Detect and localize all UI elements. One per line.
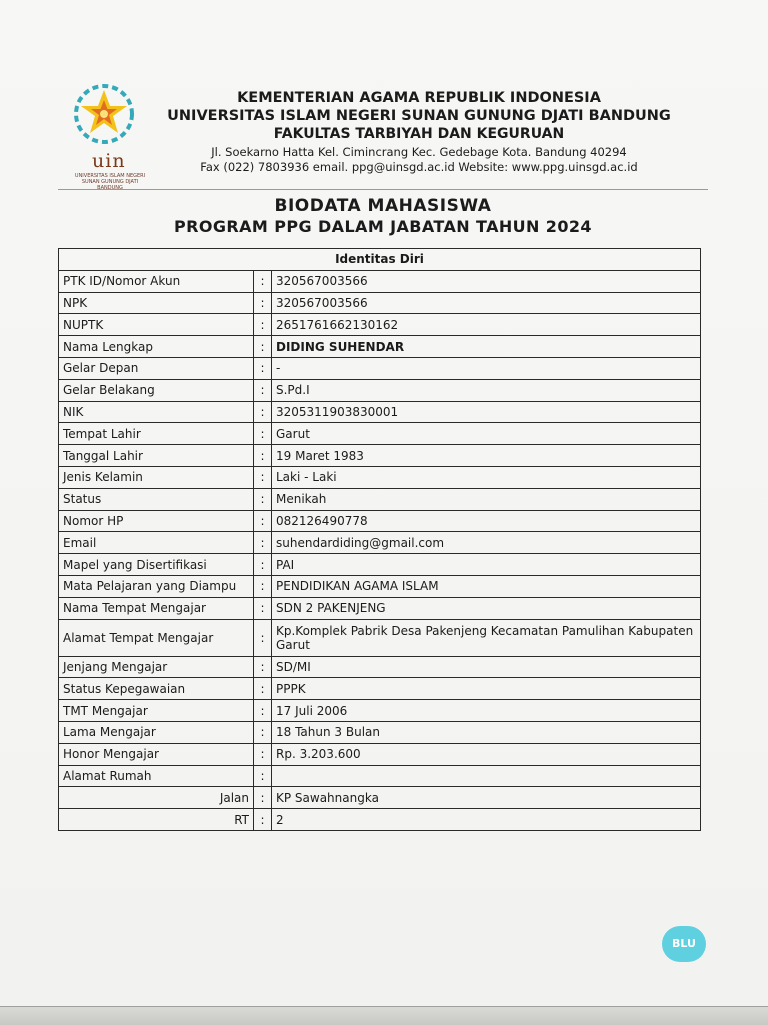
table-row xyxy=(59,466,701,488)
field-value: Garut xyxy=(272,423,701,445)
field-separator: : xyxy=(254,721,272,743)
table-row xyxy=(59,510,701,532)
field-separator: : xyxy=(254,532,272,554)
field-separator: : xyxy=(254,314,272,336)
address-line: Jl. Soekarno Hatta Kel. Cimincrang Kec. Gedebage Kota. Bandung 40294 xyxy=(211,145,627,159)
table-row xyxy=(59,700,701,722)
field-label: Tanggal Lahir xyxy=(59,445,254,467)
table-row xyxy=(59,743,701,765)
field-separator: : xyxy=(254,488,272,510)
field-separator: : xyxy=(254,336,272,358)
table-row xyxy=(59,336,701,358)
table-row xyxy=(59,809,701,831)
field-separator: : xyxy=(254,678,272,700)
field-label: RT xyxy=(59,809,254,831)
field-separator: : xyxy=(254,270,272,292)
field-value: 17 Juli 2006 xyxy=(272,700,701,722)
table-row xyxy=(59,597,701,619)
blu-badge: BLU xyxy=(662,926,706,962)
field-value: 3205311903830001 xyxy=(272,401,701,423)
title-line-1: BIODATA MAHASISWA xyxy=(274,196,492,216)
field-label: Alamat Rumah xyxy=(59,765,254,787)
field-label: Jalan xyxy=(59,787,254,809)
field-value: 18 Tahun 3 Bulan xyxy=(272,721,701,743)
field-label: Status Kepegawaian xyxy=(59,678,254,700)
table-row xyxy=(59,721,701,743)
field-value: Rp. 3.203.600 xyxy=(272,743,701,765)
biodata-table xyxy=(58,248,701,831)
field-value: Menikah xyxy=(272,488,701,510)
field-label: NUPTK xyxy=(59,314,254,336)
university-logo xyxy=(64,80,146,191)
field-separator: : xyxy=(254,445,272,467)
field-separator: : xyxy=(254,466,272,488)
field-label: Jenis Kelamin xyxy=(59,466,254,488)
field-value: 320567003566 xyxy=(272,270,701,292)
table-row xyxy=(59,314,701,336)
field-separator: : xyxy=(254,357,272,379)
field-label: Nama Tempat Mengajar xyxy=(59,597,254,619)
table-row xyxy=(59,678,701,700)
field-value: 2 xyxy=(272,809,701,831)
logo-wordmark: uin xyxy=(92,150,126,172)
field-label: Alamat Tempat Mengajar xyxy=(59,619,254,656)
table-row xyxy=(59,292,701,314)
field-label: Gelar Belakang xyxy=(59,379,254,401)
table-row xyxy=(59,270,701,292)
field-value: suhendardiding@gmail.com xyxy=(272,532,701,554)
field-label: Email xyxy=(59,532,254,554)
field-separator: : xyxy=(254,575,272,597)
table-row xyxy=(59,423,701,445)
field-value: SDN 2 PAKENJENG xyxy=(272,597,701,619)
field-label: Jenjang Mengajar xyxy=(59,656,254,678)
field-value xyxy=(272,765,701,787)
table-row xyxy=(59,488,701,510)
field-label: NIK xyxy=(59,401,254,423)
field-separator: : xyxy=(254,619,272,656)
table-row xyxy=(59,619,701,656)
ministry-name: KEMENTERIAN AGAMA REPUBLIK INDONESIA xyxy=(237,90,601,106)
scan-bottom-edge xyxy=(0,1006,768,1025)
field-value: 2651761662130162 xyxy=(272,314,701,336)
table-row xyxy=(59,532,701,554)
field-label: TMT Mengajar xyxy=(59,700,254,722)
field-value: Kp.Komplek Pabrik Desa Pakenjeng Kecamatan Pamulihan Kabupaten Garut xyxy=(272,619,701,656)
table-row xyxy=(59,787,701,809)
field-separator: : xyxy=(254,700,272,722)
field-label: Gelar Depan xyxy=(59,357,254,379)
table-row xyxy=(59,765,701,787)
field-separator: : xyxy=(254,510,272,532)
header-divider xyxy=(58,189,708,190)
logo-subtext: UNIVERSITAS ISLAM NEGERI SUNAN GUNUNG DJATI BANDUNG xyxy=(74,173,146,191)
field-value: DIDING SUHENDAR xyxy=(272,336,701,358)
section-title: Identitas Diri xyxy=(59,249,701,271)
field-label: NPK xyxy=(59,292,254,314)
table-row xyxy=(59,445,701,467)
field-value: PENDIDIKAN AGAMA ISLAM xyxy=(272,575,701,597)
field-label: Nomor HP xyxy=(59,510,254,532)
field-label: Tempat Lahir xyxy=(59,423,254,445)
field-value: - xyxy=(272,357,701,379)
field-value: KP Sawahnangka xyxy=(272,787,701,809)
title-line-2: PROGRAM PPG DALAM JABATAN TAHUN 2024 xyxy=(174,217,592,236)
field-label: Lama Mengajar xyxy=(59,721,254,743)
table-row xyxy=(59,401,701,423)
field-separator: : xyxy=(254,554,272,576)
document-title xyxy=(58,196,708,237)
university-name: UNIVERSITAS ISLAM NEGERI SUNAN GUNUNG DJATI BANDUNG xyxy=(167,108,671,124)
field-value: 082126490778 xyxy=(272,510,701,532)
field-value: PPPK xyxy=(272,678,701,700)
field-separator: : xyxy=(254,656,272,678)
field-separator: : xyxy=(254,423,272,445)
field-separator: : xyxy=(254,379,272,401)
field-value: SD/MI xyxy=(272,656,701,678)
field-value: S.Pd.I xyxy=(272,379,701,401)
table-row xyxy=(59,575,701,597)
letterhead-text xyxy=(154,89,684,175)
field-value: 19 Maret 1983 xyxy=(272,445,701,467)
field-label: Mapel yang Disertifikasi xyxy=(59,554,254,576)
section-header-row xyxy=(59,249,701,271)
field-value: PAI xyxy=(272,554,701,576)
field-label: PTK ID/Nomor Akun xyxy=(59,270,254,292)
contact-line: Fax (022) 7803936 email. ppg@uinsgd.ac.id Website: www.ppg.uinsgd.ac.id xyxy=(200,160,638,174)
table-row xyxy=(59,379,701,401)
field-separator: : xyxy=(254,597,272,619)
letterhead xyxy=(58,72,708,190)
star-emblem-icon xyxy=(64,80,144,150)
field-value: Laki - Laki xyxy=(272,466,701,488)
field-separator: : xyxy=(254,292,272,314)
faculty-name: FAKULTAS TARBIYAH DAN KEGURUAN xyxy=(273,126,565,142)
table-row xyxy=(59,656,701,678)
field-separator: : xyxy=(254,401,272,423)
field-label: Honor Mengajar xyxy=(59,743,254,765)
field-separator: : xyxy=(254,765,272,787)
field-separator: : xyxy=(254,809,272,831)
field-value: 320567003566 xyxy=(272,292,701,314)
field-label: Nama Lengkap xyxy=(59,336,254,358)
field-separator: : xyxy=(254,743,272,765)
table-row xyxy=(59,357,701,379)
field-label: Status xyxy=(59,488,254,510)
table-row xyxy=(59,554,701,576)
field-label: Mata Pelajaran yang Diampu xyxy=(59,575,254,597)
field-separator: : xyxy=(254,787,272,809)
